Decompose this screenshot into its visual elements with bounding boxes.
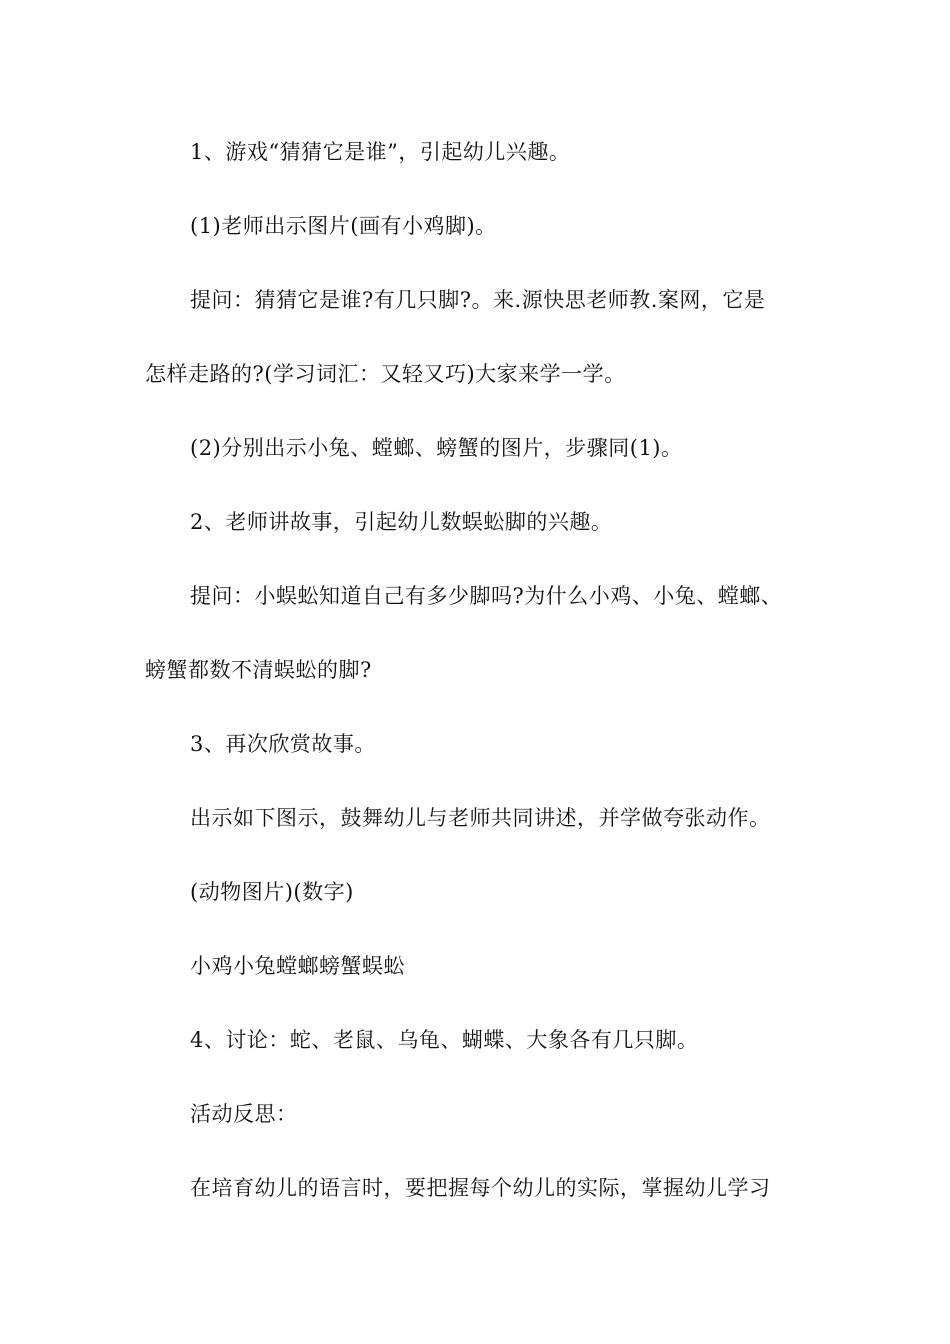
paragraph-step-4: 4、讨论：蛇、老鼠、乌龟、蝴蝶、大象各有几只脚。 <box>190 1028 699 1052</box>
paragraph-question-1: 提问：猜猜它是谁?有几只脚?。来.源快思老师教.案网，它是 <box>190 288 766 312</box>
paragraph-step-1-1: (1)老师出示图片(画有小鸡脚)。 <box>190 214 497 238</box>
paragraph-step-2: 2、老师讲故事，引起幼儿数蜈蚣脚的兴趣。 <box>190 510 613 534</box>
paragraph-question-2: 提问：小蜈蚣知道自己有多少脚吗?为什么小鸡、小兔、螳螂、 <box>190 584 783 608</box>
paragraph-step-1-2: (2)分别出示小兔、螳螂、螃蟹的图片，步骤同(1)。 <box>190 436 683 460</box>
paragraph-figure-header: (动物图片)(数字) <box>190 880 354 904</box>
paragraph-question-1-cont: 怎样走路的?(学习词汇：又轻又巧)大家来学一学。 <box>145 362 626 386</box>
paragraph-step-1: 1、游戏“猜猜它是谁”，引起幼儿兴趣。 <box>190 140 571 164</box>
paragraph-step-3-detail: 出示如下图示，鼓舞幼儿与老师共同讲述，并学做夸张动作。 <box>190 806 771 830</box>
paragraph-reflection: 在培育幼儿的语言时，要把握每个幼儿的实际，掌握幼儿学习 <box>190 1176 771 1200</box>
paragraph-step-3: 3、再次欣赏故事。 <box>190 732 376 756</box>
section-heading-reflection: 活动反思： <box>190 1102 298 1126</box>
paragraph-animal-list: 小鸡小兔螳螂螃蟹蜈蚣 <box>190 954 405 978</box>
paragraph-question-2-cont: 螃蟹都数不清蜈蚣的脚? <box>145 658 372 682</box>
